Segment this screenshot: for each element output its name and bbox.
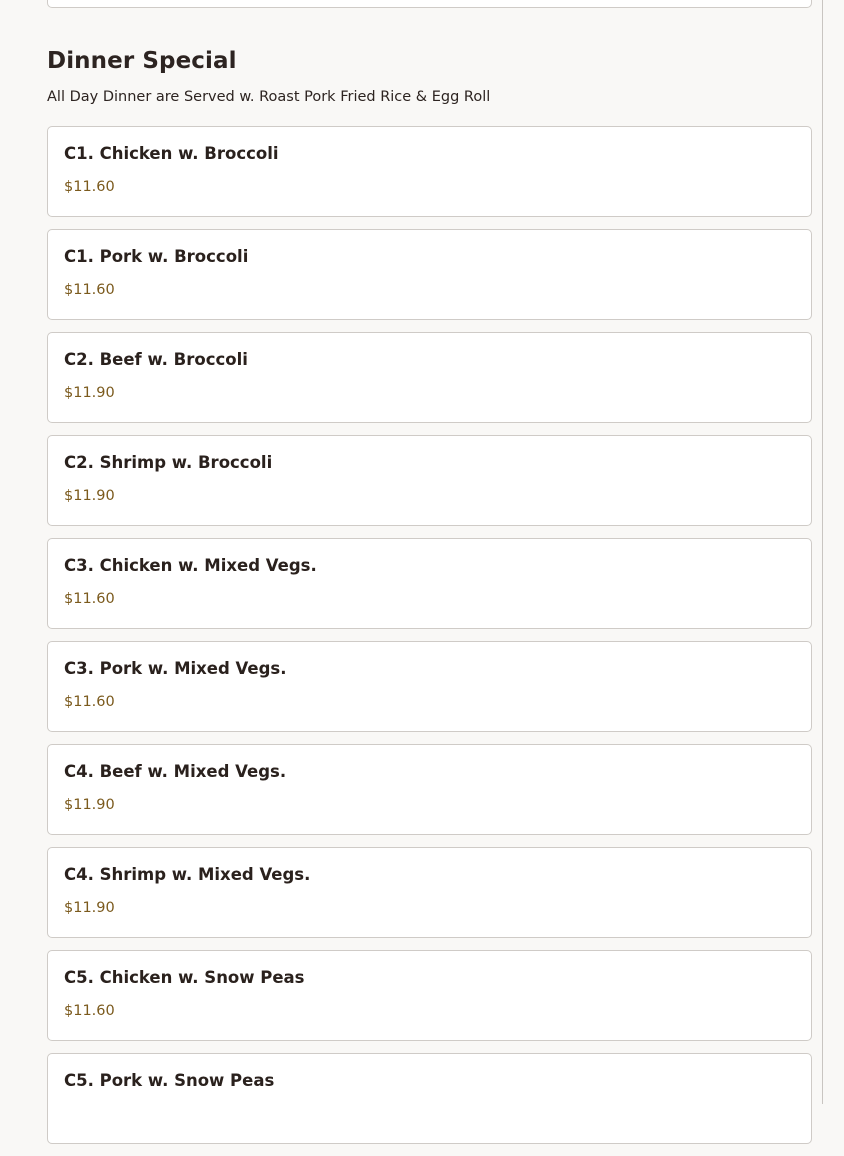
- previous-menu-item-card[interactable]: [47, 0, 812, 8]
- menu-item-card[interactable]: [47, 744, 812, 835]
- menu-item-price: $11.90: [64, 385, 115, 401]
- menu-item-name: C4. Shrimp w. Mixed Vegs.: [64, 865, 311, 884]
- menu-item-price: $11.90: [64, 488, 115, 504]
- menu-item-price: $11.60: [64, 1003, 115, 1019]
- menu-item-price: $11.60: [64, 694, 115, 710]
- menu-item-card[interactable]: [47, 641, 812, 732]
- menu-items-list: [47, 126, 812, 1156]
- menu-item-price: $11.90: [64, 900, 115, 916]
- menu-item-name: C4. Beef w. Mixed Vegs.: [64, 762, 287, 781]
- menu-item-price: $11.60: [64, 591, 115, 607]
- scroll-divider: [822, 0, 823, 1104]
- menu-item-card[interactable]: [47, 847, 812, 938]
- menu-item-price: $11.60: [64, 282, 115, 298]
- section-title: Dinner Special: [47, 48, 237, 74]
- menu-item-name: C1. Pork w. Broccoli: [64, 247, 249, 266]
- menu-item-name: C2. Shrimp w. Broccoli: [64, 453, 273, 472]
- menu-item-name: C5. Pork w. Snow Peas: [64, 1071, 275, 1090]
- menu-item-name: C3. Pork w. Mixed Vegs.: [64, 659, 287, 678]
- menu-item-card[interactable]: [47, 229, 812, 320]
- menu-item-card[interactable]: [47, 1053, 812, 1144]
- menu-item-name: C2. Beef w. Broccoli: [64, 350, 248, 369]
- menu-item-name: C5. Chicken w. Snow Peas: [64, 968, 305, 987]
- menu-item-name: C3. Chicken w. Mixed Vegs.: [64, 556, 317, 575]
- menu-item-name: C1. Chicken w. Broccoli: [64, 144, 279, 163]
- menu-item-price: $11.60: [64, 179, 115, 195]
- menu-item-card[interactable]: [47, 126, 812, 217]
- section-description: All Day Dinner are Served w. Roast Pork Fried Rice & Egg Roll: [47, 89, 491, 105]
- menu-item-card[interactable]: [47, 950, 812, 1041]
- menu-item-card[interactable]: [47, 332, 812, 423]
- menu-item-card[interactable]: [47, 538, 812, 629]
- menu-item-price: $11.90: [64, 797, 115, 813]
- menu-item-card[interactable]: [47, 435, 812, 526]
